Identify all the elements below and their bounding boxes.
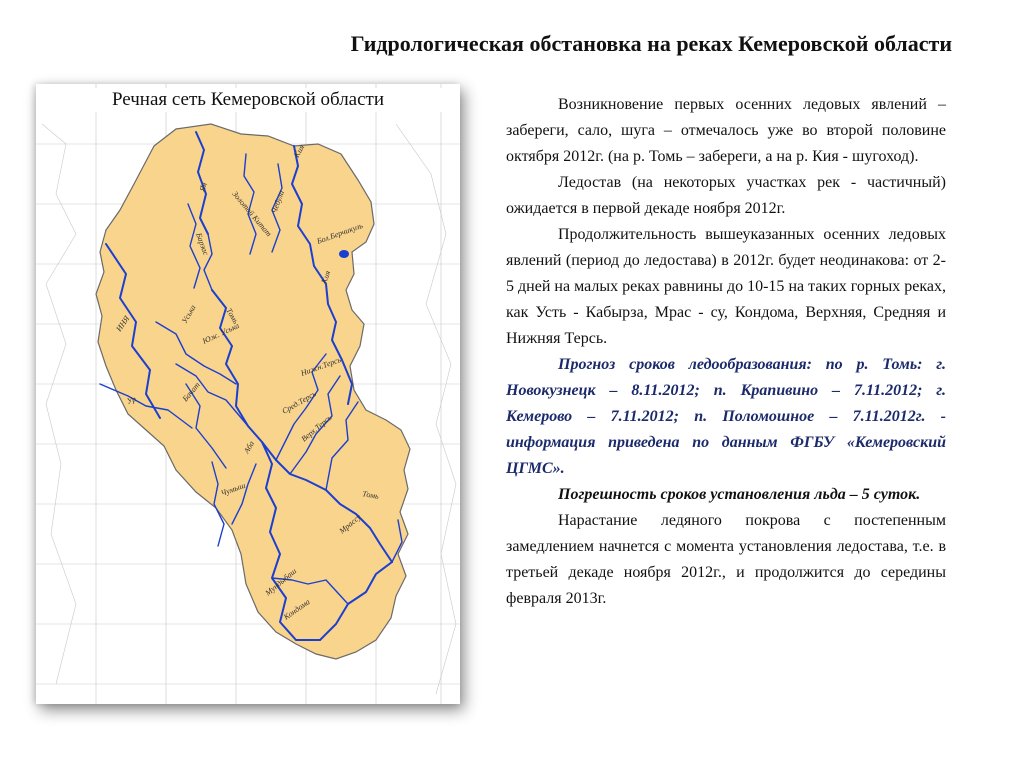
label-kiya-top: Кия bbox=[291, 143, 307, 159]
label-tom-top: Томь bbox=[224, 306, 241, 326]
label-mrassu: Мрассу bbox=[337, 512, 363, 536]
map-caption: Речная сеть Кемеровской области bbox=[44, 88, 452, 112]
label-inya: ИНЯ bbox=[114, 314, 132, 334]
label-chebula: Чебула bbox=[269, 189, 287, 215]
paragraph-forecast: Прогноз сроков ледообразования: по р. Томь: г. Новокузнецк – 8.11.2012; п. Крапивино – 7.11.2012; г. Кемерово – 7.11.2012; п. Поломошное – 7.11.2012г. - информация приведена по данным ФГБУ «Кемеровский ЦГМС». bbox=[506, 356, 946, 477]
label-sred-ters: Сред.Терсь bbox=[280, 389, 318, 416]
label-uska: Уська bbox=[179, 303, 198, 325]
map-svg bbox=[36, 84, 460, 704]
label-ur: Ур bbox=[125, 394, 138, 406]
label-yaya: Яя bbox=[197, 181, 209, 193]
label-mundybash: Мундыбаш bbox=[263, 566, 299, 598]
label-verkh-ters: Верх.Терсь bbox=[299, 413, 334, 444]
paragraph-freeze-up: Ледостав (на некоторых участках рек - частичный) ожидается в первой декаде ноября 2012г. bbox=[506, 174, 946, 217]
paragraph-duration: Продолжительность вышеуказанных осенних ледовых явлений (период до ледостава) в 2012г. будет неодинакова: от 2-5 дней на малых реках равнины до 10-15 на таких горных реках, как Усть - Кабырза, Мрас - су, Кондома, Верхняя, Средняя и Нижняя Терсь. bbox=[506, 226, 946, 347]
kemerovo-region-shape bbox=[96, 124, 410, 659]
page-title: Гидрологическая обстановка на реках Кемеровской области bbox=[350, 31, 952, 56]
label-tom-bottom: Томь bbox=[361, 489, 380, 501]
label-bachat: Бачат bbox=[180, 380, 202, 404]
paragraph-closing: Нарастание ледяного покрова с постепенным замедлением начнется с момента установления ледостава, т.е. в третьей декаде ноября 2012г., и продолжится до середины февраля 2013г. bbox=[506, 512, 946, 607]
label-kondoma: Кондома bbox=[281, 597, 312, 622]
lake-berchikul bbox=[339, 250, 349, 258]
river-network-map bbox=[36, 84, 460, 704]
label-nizh-ters: Нижн.Терсь bbox=[299, 355, 343, 378]
label-yuzh-uska: Юж. Уська bbox=[201, 320, 241, 346]
label-barzas: Барзас bbox=[194, 231, 211, 257]
label-bol-berchikul: Бол.Берчикуль bbox=[315, 220, 364, 246]
paragraph-accuracy: Погрешность сроков установления льда – 5 суток. bbox=[558, 486, 921, 503]
label-zolotoy-kitat: Золотой Китат bbox=[230, 189, 274, 239]
text-column bbox=[506, 92, 946, 612]
label-aba: Аба bbox=[241, 439, 257, 455]
label-chumysh: Чумыш bbox=[219, 480, 247, 498]
paragraph-ice-onset: Возникновение первых осенних ледовых явлений – забереги, сало, шуга – отмечалось уже во второй половине октября 2012г. (на р. Томь – забереги, а на р. Кия - шугоход). bbox=[506, 96, 946, 165]
label-kiya-mid: Кия bbox=[319, 269, 333, 285]
